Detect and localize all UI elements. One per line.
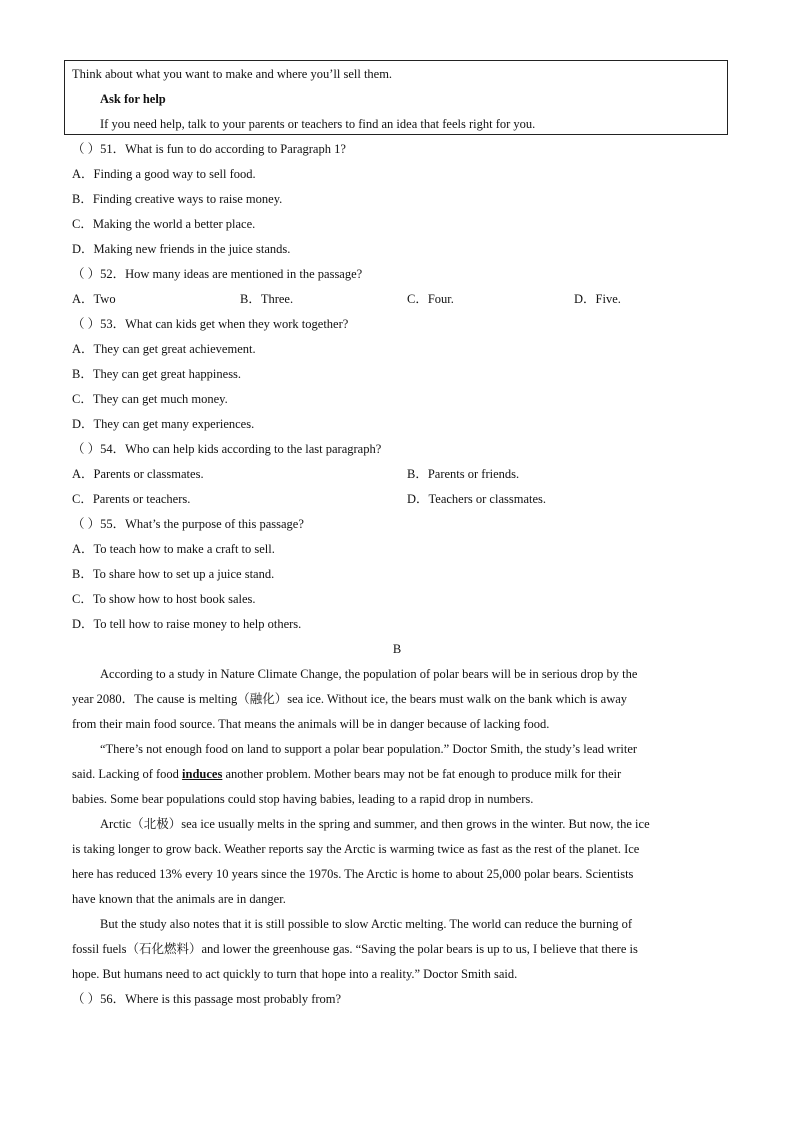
question-52: （ ）52．How many ideas are mentioned in the passage? (72, 267, 363, 281)
passage-p2-line2-end: another problem. Mother bears may not be fat enough to produce milk for their (222, 767, 622, 781)
passage-p3-line2: is taking longer to grow back. Weather reports say the Arctic is warming twice as fast as the rest of the planet. Ice (72, 842, 640, 856)
tips-box (64, 60, 728, 135)
q55-option-b: B．To share how to set up a juice stand. (72, 567, 275, 581)
passage-p2-line2-start: said. Lacking of food (72, 767, 183, 781)
q53-option-c: C．They can get much money. (72, 392, 228, 406)
passage-p2-line1: “There’s not enough food on land to support a polar bear population.” Doctor Smith, the study’s lead writer (100, 742, 638, 756)
passage-p2-line2 (72, 765, 621, 783)
q52-option-b: B．Three. (240, 292, 294, 306)
question-51: （ ）51．What is fun to do according to Paragraph 1? (72, 142, 346, 156)
q52-option-c: C．Four. (407, 292, 454, 306)
q51-option-b: B．Finding creative ways to raise money. (72, 192, 283, 206)
q53-option-a: A．They can get great achievement. (72, 342, 256, 356)
passage-p4-line1: But the study also notes that it is still possible to slow Arctic melting. The world can reduce the burning of (100, 917, 632, 931)
q55-option-c: C．To show how to host book sales. (72, 592, 256, 606)
q55-option-d: D．To tell how to raise money to help others. (72, 617, 302, 631)
box-heading-ask-for-help: Ask for help (100, 92, 166, 106)
q51-option-a: A．Finding a good way to sell food. (72, 167, 256, 181)
q51-option-c: C．Making the world a better place. (72, 217, 256, 231)
q54-option-a: A．Parents or classmates. (72, 467, 204, 481)
section-heading-b: B (392, 642, 402, 656)
q51-option-d: D．Making new friends in the juice stands. (72, 242, 291, 256)
q52-option-a: A．Two (72, 292, 116, 306)
question-55: （ ）55．What’s the purpose of this passage? (72, 517, 304, 531)
passage-p3-line4: have known that the animals are in danger. (72, 892, 286, 906)
passage-p1-line3: from their main food source. That means the animals will be in danger because of lacking food. (72, 717, 550, 731)
q55-option-a: A．To teach how to make a craft to sell. (72, 542, 275, 556)
passage-p4-line3: hope. But humans need to act quickly to turn that hope into a reality.” Doctor Smith said. (72, 967, 518, 981)
passage-p2-line3: babies. Some bear populations could stop having babies, leading to a rapid drop in numbers. (72, 792, 534, 806)
q54-option-b: B．Parents or friends. (407, 467, 520, 481)
passage-p1-line2: year 2080．The cause is melting（融化）sea ice. Without ice, the bears must walk on the bank which is away (72, 692, 628, 706)
box-line-ask-help: If you need help, talk to your parents or teachers to find an idea that feels right for you. (100, 117, 536, 131)
passage-p3-line1: Arctic（北极）sea ice usually melts in the spring and summer, and then grows in the winter. But now, the ice (100, 817, 650, 831)
box-line-make-sell: Think about what you want to make and where you’ll sell them. (72, 67, 393, 81)
q53-option-d: D．They can get many experiences. (72, 417, 255, 431)
q52-option-d: D．Five. (574, 292, 621, 306)
question-56: （ ）56．Where is this passage most probably from? (72, 992, 342, 1006)
q54-option-d: D．Teachers or classmates. (407, 492, 547, 506)
passage-p4-line2: fossil fuels（石化燃料）and lower the greenhouse gas. “Saving the polar bears is up to us, I believe that there is (72, 942, 638, 956)
passage-p1-line1: According to a study in Nature Climate Change, the population of polar bears will be in serious drop by the (100, 667, 638, 681)
question-53: （ ）53．What can kids get when they work together? (72, 317, 349, 331)
q53-option-b: B．They can get great happiness. (72, 367, 242, 381)
underlined-word-induces: induces (182, 767, 223, 781)
passage-p3-line3: here has reduced 13% every 10 years since the 1970s. The Arctic is home to about 25,000 polar bears. Scientists (72, 867, 634, 881)
question-54: （ ）54．Who can help kids according to the last paragraph? (72, 442, 382, 456)
q54-option-c: C．Parents or teachers. (72, 492, 191, 506)
